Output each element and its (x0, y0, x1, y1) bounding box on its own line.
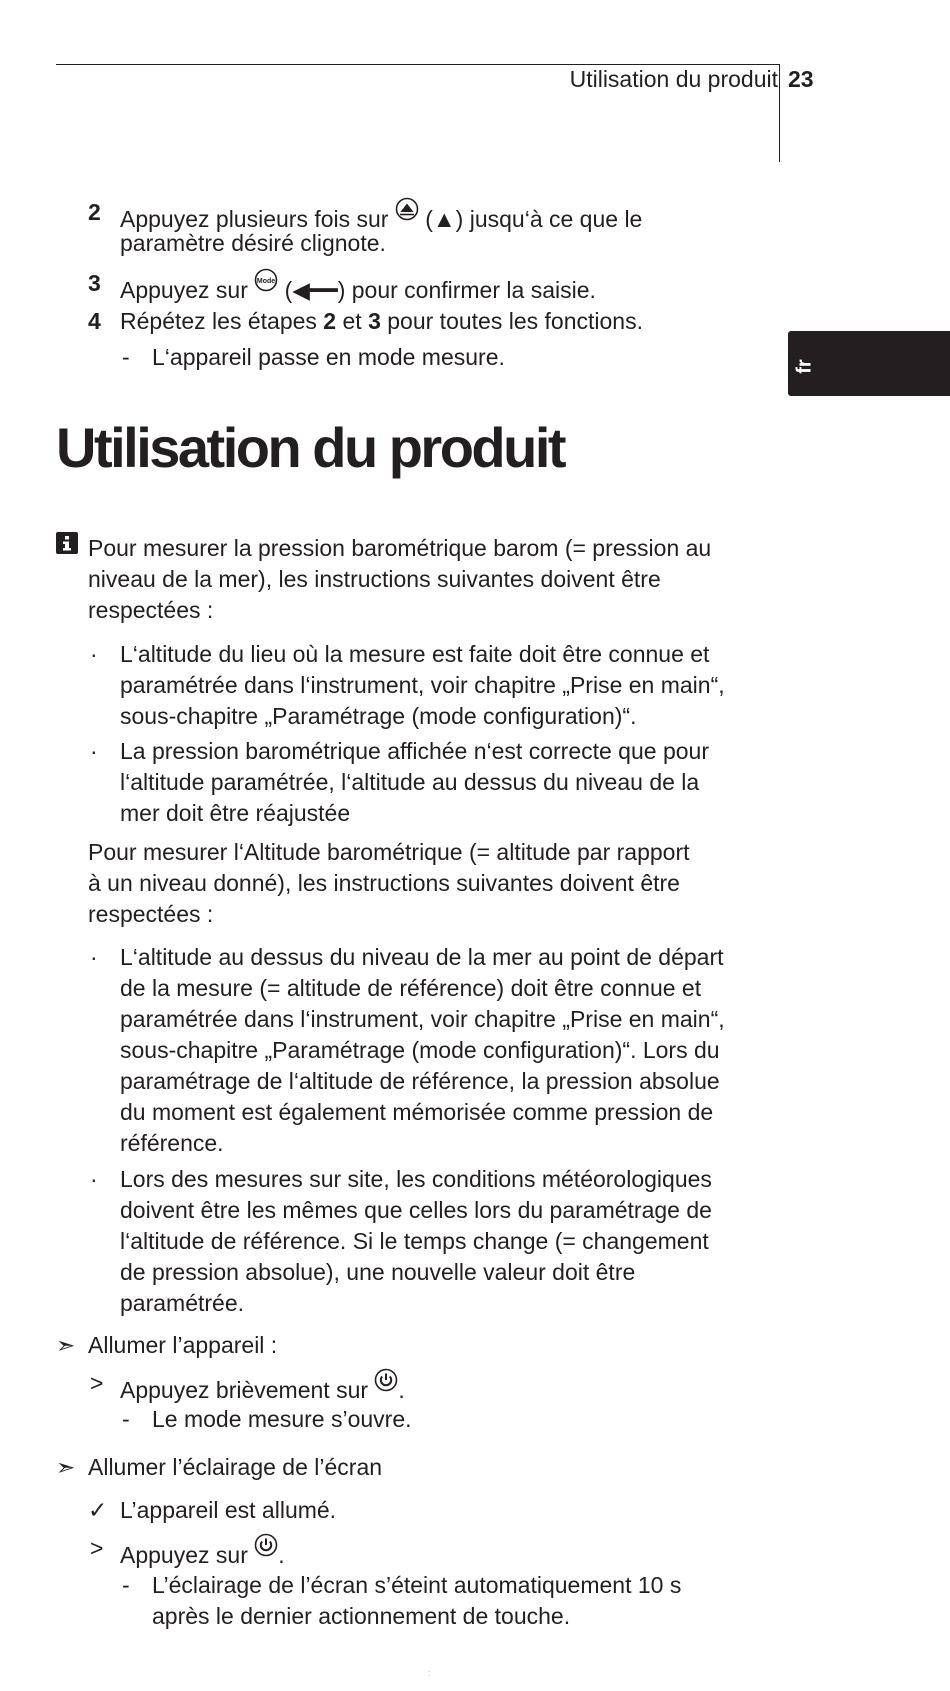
step-number-3: 3 (88, 270, 101, 296)
task-2-result: L’éclairage de l’écran s’éteint automatiquement 10 s après le dernier actionnement de touche. (152, 1572, 682, 1629)
task-1-action: Appuyez brièvement sur . (120, 1368, 405, 1406)
bullet-item-3: L‘altitude au dessus du niveau de la mer au point de départ de la mesure (= altitude de référence) doit être connue et paramétrée dans l‘instrument, voir chapitre „Prise en main“, sous-chapitre „Paramétrage (mode configuration)“. Lors du paramétrage de l‘altitude de référence, la pression absolue du moment est également mémorisée comme pression de référence. (120, 944, 725, 1156)
task-1-title: Allumer l’appareil : (88, 1332, 278, 1358)
power-button-icon (374, 1368, 398, 1392)
bullet-item-4: Lors des mesures sur site, les conditions météorologiques doivent être les mêmes que celles lors du paramétrage de l‘altitude de référence. Si le temps change (= changement de pression absolue), une nouvelle valeur doit être paramétrée. (120, 1166, 712, 1316)
step-2-line-1: Appuyez plusieurs fois sur (▲) jusqu‘à ce que le (120, 197, 642, 235)
header-vertical-rule (779, 64, 780, 162)
up-arrow-button-icon (395, 197, 419, 221)
task-1-result: Le mode mesure s’ouvre. (152, 1406, 412, 1432)
task-marker: ➣ (56, 1332, 76, 1358)
action-marker: > (90, 1370, 104, 1396)
result-dash: - (122, 1572, 130, 1598)
running-header-title: Utilisation du produit (569, 66, 778, 92)
bullet-marker: · (90, 1166, 98, 1192)
bullet-item-2: La pression barométrique affichée n‘est correcte que pour l‘altitude paramétrée, l‘altitude au dessus du niveau de la mer doit être réajustée (120, 738, 709, 826)
mode-button-icon (254, 268, 278, 292)
step-4-result: L‘appareil passe en mode mesure. (152, 344, 505, 370)
language-tab-label: fr (793, 359, 816, 374)
task-2-title: Allumer l’éclairage de l’écran (88, 1454, 383, 1480)
step-number-4: 4 (88, 308, 101, 334)
bullet-marker: · (90, 738, 98, 764)
power-button-icon (254, 1533, 278, 1557)
info-icon (56, 532, 78, 554)
section-heading: Utilisation du produit (56, 416, 565, 479)
step-number-2: 2 (88, 199, 101, 225)
enter-arrow-icon: (◀━━ (284, 277, 338, 303)
footer-mark: : (428, 1668, 431, 1678)
result-dash: - (122, 1406, 130, 1432)
language-tab (788, 331, 950, 396)
bullet-marker: · (90, 641, 98, 667)
task-marker: ➣ (56, 1454, 76, 1480)
bullet-marker: · (90, 944, 98, 970)
bullet-item-1: L‘altitude du lieu où la mesure est faite doit être connue et paramétrée dans l‘instrument, voir chapitre „Prise en main“, sous-chapitre „Paramétrage (mode configuration)“. (120, 641, 725, 729)
step-4-text: Répétez les étapes 2 et 3 pour toutes les fonctions. (120, 308, 643, 334)
task-2-action: Appuyez sur . (120, 1533, 285, 1571)
svg-text:Mode: Mode (257, 278, 276, 285)
result-dash: - (122, 344, 130, 370)
step-2-line-2: paramètre désiré clignote. (120, 230, 386, 256)
page-number: 23 (788, 66, 814, 92)
step-3-text: Appuyez sur Mode (◀━━) pour confirmer la saisie. (120, 268, 596, 306)
action-marker: > (90, 1535, 104, 1561)
info-paragraph-altitude: Pour mesurer l‘Altitude barométrique (= altitude par rapport à un niveau donné), les instructions suivantes doivent être respectées : (88, 839, 690, 927)
info-paragraph-barom: Pour mesurer la pression barométrique barom (= pression au niveau de la mer), les instructions suivantes doivent être respectées : (88, 535, 712, 623)
check-icon: ✓ (88, 1497, 108, 1523)
task-2-precondition: L’appareil est allumé. (120, 1497, 337, 1523)
